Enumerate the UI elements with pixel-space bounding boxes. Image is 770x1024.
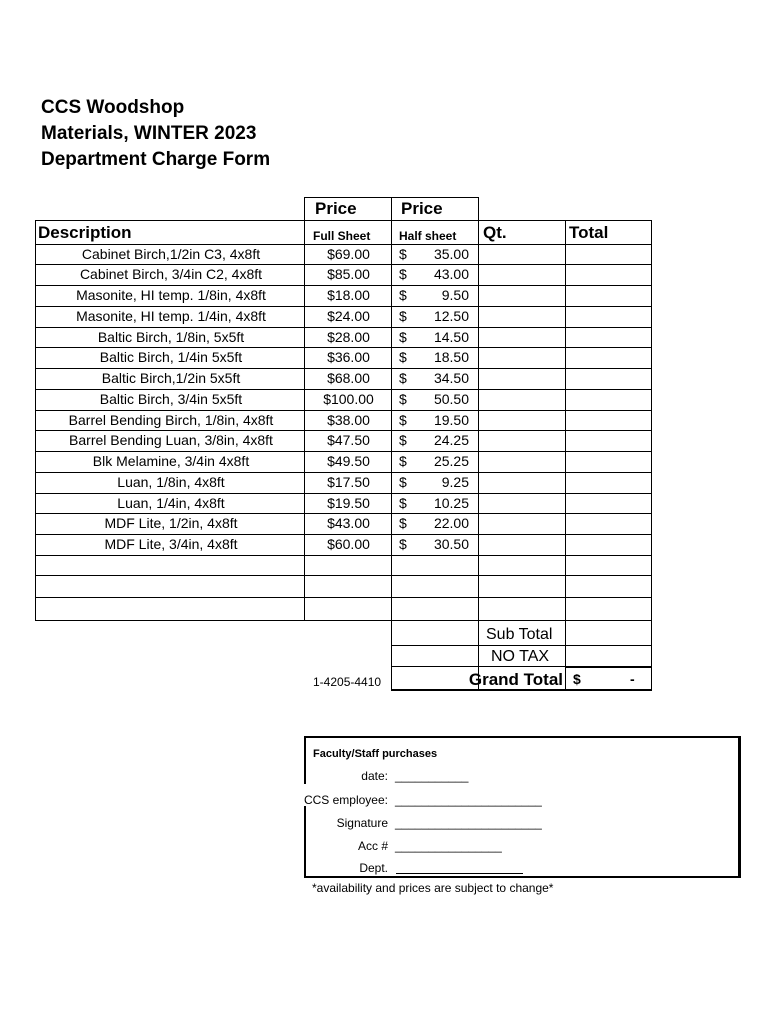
row-half-currency: $ [399,246,407,262]
row-description: Baltic Birch, 3/4in 5x5ft [99,391,243,407]
row-full-price: $17.50 [327,474,370,490]
row-half-price: 50.50 [433,391,469,407]
row-half-currency: $ [399,495,407,511]
row-half-price: 22.00 [433,515,469,531]
employee-field[interactable]: ______________________ [395,793,542,807]
total-header: Total [569,223,609,242]
row-half-currency: $ [399,287,407,303]
faculty-box-title: Faculty/Staff purchases [313,748,438,760]
row-half-currency: $ [399,453,407,469]
row-half-price: 18.50 [433,349,469,365]
row-description: MDF Lite, 1/2in, 4x8ft [104,515,238,531]
subtotal-label: Sub Total [486,626,553,643]
row-description: MDF Lite, 3/4in, 4x8ft [104,536,238,552]
title-line-1: CCS Woodshop [41,97,185,118]
row-full-price: $68.00 [327,370,370,386]
row-half-price: 19.50 [433,412,469,428]
row-full-price: $36.00 [327,349,370,365]
row-description: Cabinet Birch,1/2in C3, 4x8ft [81,246,261,262]
employee-label: CCS employee: [303,793,388,807]
row-full-price: $49.50 [327,453,370,469]
grand-total-currency: $ [573,671,581,687]
row-full-price: $28.00 [327,329,370,345]
row-description: Barrel Bending Birch, 1/8in, 4x8ft [68,412,274,428]
row-half-price: 9.50 [441,287,469,303]
row-full-price: $19.50 [327,495,370,511]
row-full-price: $24.00 [327,308,370,324]
row-half-price: 35.00 [433,246,469,262]
row-description: Baltic Birch, 1/4in 5x5ft [99,349,243,365]
acc-label: Acc # [357,839,388,853]
row-half-currency: $ [399,329,407,345]
row-half-currency: $ [399,266,407,282]
acc-field[interactable]: ________________ [395,839,502,853]
row-half-currency: $ [399,412,407,428]
dept-field[interactable] [396,873,523,874]
dept-label: Dept. [359,861,388,875]
notax-label: NO TAX [491,648,550,665]
row-half-currency: $ [399,370,407,386]
signature-field[interactable]: ______________________ [395,816,542,830]
signature-label: Signature [336,816,388,830]
row-half-currency: $ [399,349,407,365]
grand-total-label: Grand Total [468,670,563,689]
row-description: Baltic Birch, 1/8in, 5x5ft [97,329,245,345]
row-half-price: 10.25 [433,495,469,511]
row-full-price: $43.00 [327,515,370,531]
row-full-price: $38.00 [327,412,370,428]
row-half-currency: $ [399,536,407,552]
full-sheet-header: Full Sheet [313,229,371,243]
title-line-2: Materials, WINTER 2023 [41,123,257,144]
row-description: Masonite, HI temp. 1/4in, 4x8ft [76,308,266,324]
account-number: 1-4205-4410 [313,675,382,689]
description-header: Description [38,223,132,242]
row-half-price: 25.25 [433,453,469,469]
row-full-price: $18.00 [327,287,370,303]
date-field[interactable]: ___________ [395,769,469,783]
row-description: Blk Melamine, 3/4in 4x8ft [92,453,250,469]
row-half-price: 30.50 [433,536,469,552]
row-full-price: $60.00 [327,536,370,552]
row-description: Barrel Bending Luan, 3/8in, 4x8ft [69,432,273,448]
row-description: Luan, 1/8in, 4x8ft [117,474,225,490]
half-sheet-header: Half sheet [399,229,457,243]
title-line-3: Department Charge Form [41,149,271,170]
row-description: Luan, 1/4in, 4x8ft [117,495,225,511]
row-half-currency: $ [399,391,407,407]
price-note: *availability and prices are subject to change* [312,881,554,895]
price-half-header: Price [401,199,443,218]
row-half-price: 14.50 [433,329,469,345]
row-half-currency: $ [399,515,407,531]
qty-header: Qt. [483,223,507,242]
price-full-header: Price [315,199,357,218]
row-description: Cabinet Birch, 3/4in C2, 4x8ft [79,266,263,282]
row-half-currency: $ [399,308,407,324]
row-full-price: $100.00 [323,391,374,407]
row-half-currency: $ [399,432,407,448]
date-label: date: [361,769,388,783]
row-half-price: 12.50 [433,308,469,324]
grand-total-value: - [630,671,635,687]
row-full-price: $69.00 [327,246,370,262]
row-half-price: 43.00 [433,266,469,282]
row-half-price: 34.50 [433,370,469,386]
row-full-price: $47.50 [327,432,370,448]
row-description: Baltic Birch,1/2in 5x5ft [101,370,241,386]
row-half-price: 24.25 [433,432,469,448]
row-half-price: 9.25 [441,474,469,490]
row-full-price: $85.00 [327,266,370,282]
row-half-currency: $ [399,474,407,490]
row-description: Masonite, HI temp. 1/8in, 4x8ft [76,287,266,303]
